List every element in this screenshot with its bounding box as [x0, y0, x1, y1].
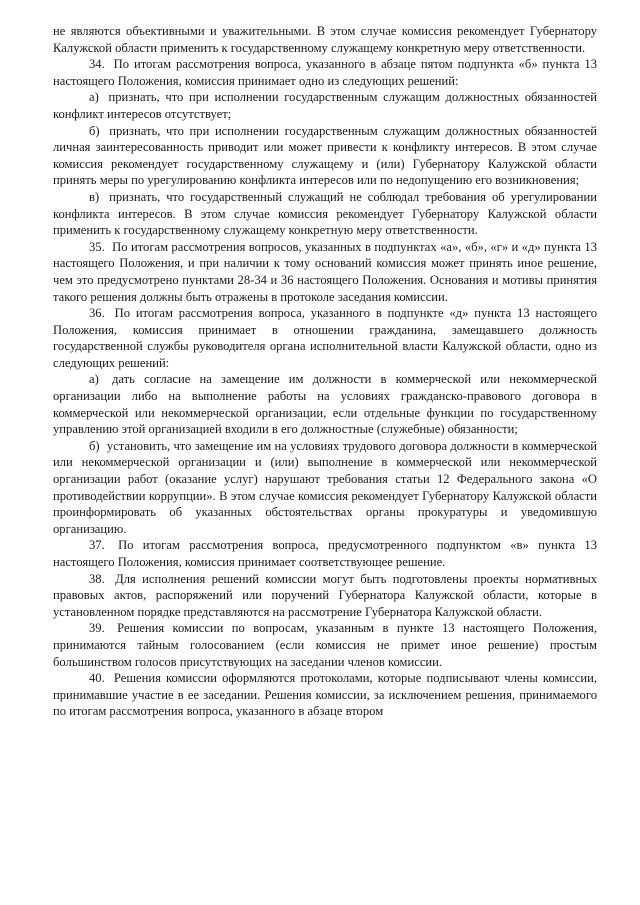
paragraph-text: не являются объективными и уважительными. В этом случае комиссия рекомендует Губернатору Калужской области применить к государственному служащему конкретную меру ответственности.	[53, 24, 597, 55]
paragraph-number: 37.	[89, 538, 105, 553]
paragraph-text: признать, что при исполнении государственным служащим должностных обязанностей личная заинтересованность приводит или может привести к конфликту интересов. В этом случае комиссия рекомендует государственному служащему и (или) Губернатору Калужской области принять меры по урегулированию конфликта интересов или по недопущению его возникновения;	[53, 123, 597, 188]
paragraph-text: признать, что государственный служащий не соблюдал требования об урегулировании конфликта интересов. В этом случае комиссия рекомендует Губернатору Калужской области применить к государственному служащему конкретную меру ответственности.	[53, 189, 597, 238]
paragraph-text: По итогам рассмотрения вопроса, указанного в абзаце пятом подпункта «б» пункта 13 настоящего Положения, комиссия принимает одно из следующих решений:	[53, 57, 597, 88]
paragraph-36-b	[53, 438, 597, 538]
paragraph-number: 36.	[89, 306, 105, 321]
paragraph-34-b	[53, 123, 597, 189]
subparagraph-letter: б)	[89, 438, 100, 453]
subparagraph-letter: б)	[89, 123, 100, 138]
paragraph-33-continuation	[53, 23, 597, 56]
paragraph-34	[53, 56, 597, 89]
paragraph-38	[53, 571, 597, 621]
paragraph-39	[53, 620, 597, 670]
paragraph-text: Для исполнения решений комиссии могут быть подготовлены проекты нормативных правовых актов, распоряжений или поручений Губернатора Калужской области, которые в установленном порядке представляются на рассмотрение Губернатора Калужской области.	[53, 571, 597, 619]
paragraph-number: 40.	[89, 671, 105, 686]
paragraph-34-a	[53, 89, 597, 122]
paragraph-40	[53, 670, 597, 720]
paragraph-text: признать, что при исполнении государственным служащим должностных обязанностей конфликт интересов отсутствует;	[53, 90, 597, 121]
paragraph-text: Решения комиссии оформляются протоколами, которые подписывают члены комиссии, принимавшие участие в ее заседании. Решения комиссии, за исключением решения, принимаемого по итогам рассмотрения вопроса, указанного в абзаце втором	[53, 671, 597, 719]
paragraph-text: По итогам рассмотрения вопроса, предусмотренного подпунктом «в» пункта 13 настоящего Положения, комиссия принимает соответствующее решение.	[53, 538, 597, 569]
subparagraph-letter: а)	[89, 90, 99, 105]
document-page	[53, 23, 597, 720]
paragraph-number: 35.	[89, 239, 105, 254]
paragraph-35	[53, 239, 597, 305]
paragraph-34-v	[53, 189, 597, 239]
paragraph-number: 38.	[89, 571, 105, 586]
paragraph-text: установить, что замещение им на условиях трудового договора должности в коммерческой или некоммерческой организации и (или) выполнение в коммерческой или некоммерческой организации работ (оказание услуг) нарушают требования статьи 12 Федерального закона «О противодействии коррупции». В этом случае комиссия рекомендует Губернатору Калужской области проинформировать об указанных обстоятельствах органы прокуратуры и уведомившую организацию.	[53, 438, 597, 536]
paragraph-text: По итогам рассмотрения вопроса, указанного в подпункте «д» пункта 13 настоящего Положения, комиссия принимает в отношении гражданина, замещавшего должность государственной службы руководителя органа исполнительной власти Калужской области, одно из следующих решений:	[53, 306, 597, 370]
paragraph-37	[53, 537, 597, 570]
paragraph-text: По итогам рассмотрения вопросов, указанных в подпунктах «а», «б», «г» и «д» пункта 13 настоящего Положения, и при наличии к тому оснований комиссия может принять иное решение, чем это предусмотрено пунктами 28-34 и 36 настоящего Положения. Основания и мотивы принятия такого решения должны быть отражены в протоколе заседания комиссии.	[53, 239, 598, 304]
paragraph-number: 39.	[89, 621, 105, 636]
paragraph-number: 34.	[89, 57, 105, 72]
paragraph-text: дать согласие на замещение им должности в коммерческой или некоммерческой организации либо на выполнение работы на условиях гражданско-правового договора в коммерческой или некоммерческой организации, если отдельные функции по государственному управлению этой организацией входили в его должностные (служебные) обязанности;	[53, 372, 597, 437]
subparagraph-letter: в)	[89, 189, 100, 204]
paragraph-36	[53, 305, 597, 371]
paragraph-text: Решения комиссии по вопросам, указанным в пункте 13 настоящего Положения, принимаются тайным голосованием (если комиссия не примет иное решение) простым большинством голосов присутствующих на заседании членов комиссии.	[53, 621, 597, 669]
subparagraph-letter: а)	[89, 372, 99, 387]
paragraph-36-a	[53, 371, 597, 437]
